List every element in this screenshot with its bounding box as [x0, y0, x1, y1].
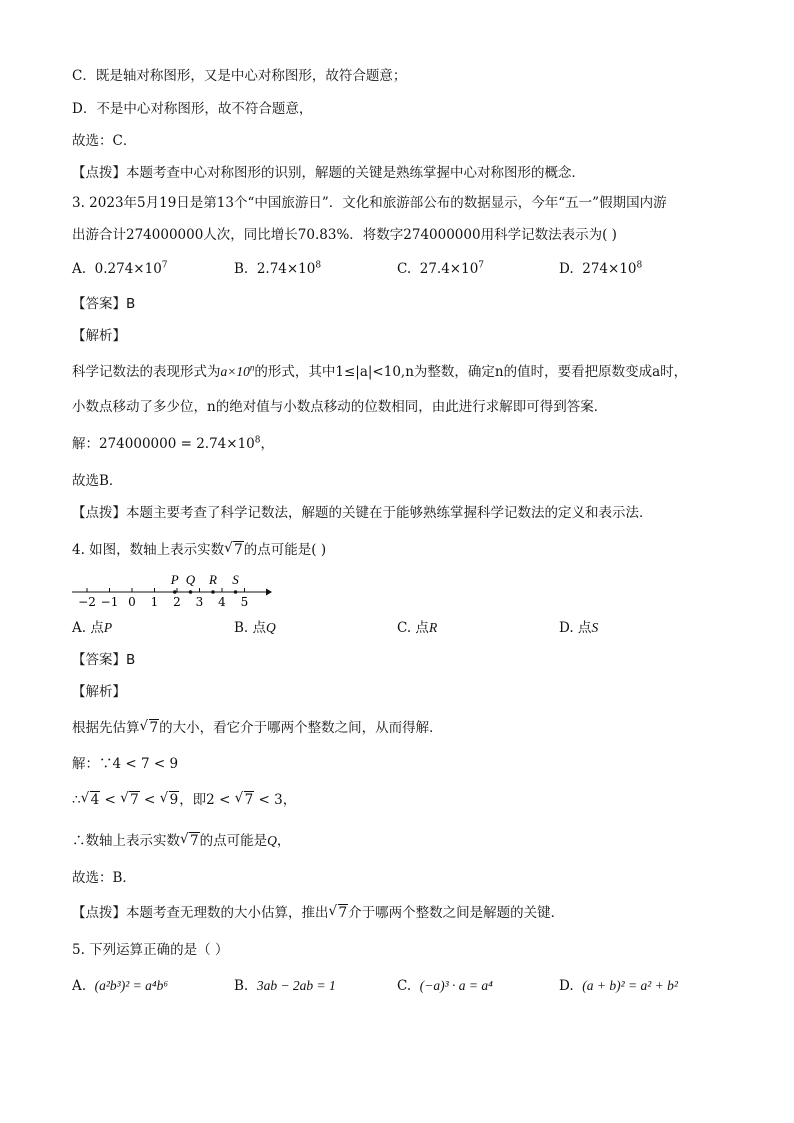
number-line-tick-label: 5 [240, 595, 249, 608]
number-line-tick-label: −1 [100, 595, 119, 608]
number-line-point-label: R [209, 572, 217, 587]
q4-answer: 【答案】B [72, 652, 136, 668]
number-line-point-label: Q [185, 572, 196, 587]
q4-analysis-line1: 根据先估算√ 7的大小，看它介于哪两个整数之间，从而得解． [72, 718, 443, 738]
note-text: 本题考查中心对称图形的识别，解题的关键是熟练掌握中心对称图形的概念． [126, 165, 585, 181]
number-line-point-label: P [170, 572, 179, 587]
q4-solution-line3: ∴数轴上表示实数√ 7的点可能是Q， [72, 831, 290, 851]
q3-solution: 解：$274000000 = 2.74\times 10^8$， [72, 435, 274, 452]
q2-note [72, 163, 585, 183]
number-line-arrow [266, 589, 272, 596]
q2-choice: 故选：C． [72, 133, 137, 149]
number-line-tick-label: 4 [218, 595, 226, 608]
q3-answer: 【答案】B [72, 296, 136, 312]
q5-option-c: C. (−a)³ · a = a⁴ [397, 978, 493, 994]
q5-option-d: D. (a + b)² = a² + b² [559, 978, 678, 994]
q3-option-b: B. $2.74\times 10^8$ [234, 260, 322, 277]
q4-note: 【点拨】本题考查无理数的大小估算，推出√ 7介于哪两个整数之间是解题的关键． [72, 903, 564, 923]
number-line-point-q [189, 590, 193, 594]
q5-stem: 5. 下列运算正确的是（ ） [72, 942, 229, 958]
q3-choice: 故选B． [72, 473, 123, 489]
q4-option-b: B. 点Q [234, 620, 276, 636]
q4-solution-line2: ∴√ 4 < √ 7 < √ 9，即2 < √ 7 < 3， [72, 790, 296, 810]
q2-option-c: C．既是轴对称图形，又是中心对称图形，故符合题意； [72, 68, 407, 84]
q3-option-a: A. $0.274\times 10^7$ [72, 260, 168, 277]
number-line-tick-label: 2 [173, 595, 181, 608]
q4-stem: 4. 如图，数轴上表示实数√ 7的点可能是( ) [72, 540, 326, 560]
number-line-point-label: S [232, 572, 239, 587]
q3-analysis-label: 【解析】 [72, 328, 126, 344]
q4-option-c: C. 点R [397, 620, 438, 636]
note-label: 【点拨】 [72, 505, 126, 521]
number-line-tick-label: 3 [195, 595, 204, 608]
number-line-tick-label: 1 [150, 595, 159, 608]
q3-stem-line1: 3. 2023年5月19日是第13个“中国旅游日”．文化和旅游部公布的数据显示，今年“五一”假期国内游 [72, 195, 667, 211]
q4-option-d: D. 点S [559, 620, 599, 636]
q3-stem-line2: 出游合计274000000人次，同比增长70.83%．将数字274000000用科学记数法表示为( ) [72, 227, 617, 243]
number-line-tick-label: −2 [78, 595, 96, 608]
number-line-point-s [234, 590, 238, 594]
number-line [72, 568, 282, 608]
q3-note [72, 503, 653, 523]
q4-solution-line1: 解：∵4 < 7 < 9 [72, 756, 179, 772]
q3-analysis-line1: 科学记数法的表现形式为$a\times 10^n$的形式，其中1≤|a|<10,n为整数，确定n的值时，要看把原数变成a时， [72, 362, 688, 380]
q3-analysis-line2: 小数点移动了多少位，n的绝对值与小数点移动的位数相同，由此进行求解即可得到答案． [72, 399, 608, 415]
q5-option-b: B. 3ab − 2ab = 1 [234, 978, 336, 994]
q4-analysis-label: 【解析】 [72, 684, 126, 700]
number-line-point-p [173, 590, 177, 594]
q3-option-c: C. $27.4\times 10^7$ [397, 260, 485, 277]
q4-option-a: A. 点P [72, 620, 113, 636]
q3-option-d: D. $274\times 10^8$ [559, 260, 643, 277]
note-label: 【点拨】 [72, 905, 126, 921]
number-line-point-r [211, 590, 215, 594]
note-label: 【点拨】 [72, 165, 126, 181]
q5-option-a: A. (a²b³)² = a⁴b⁶ [72, 978, 169, 994]
number-line-tick-label: 0 [128, 595, 136, 608]
q4-choice: 故选：B． [72, 870, 136, 886]
note-text: 本题主要考查了科学记数法，解题的关键在于能够熟练掌握科学记数法的定义和表示法． [126, 505, 653, 521]
q2-option-d: D．不是中心对称图形，故不符合题意， [72, 101, 313, 117]
